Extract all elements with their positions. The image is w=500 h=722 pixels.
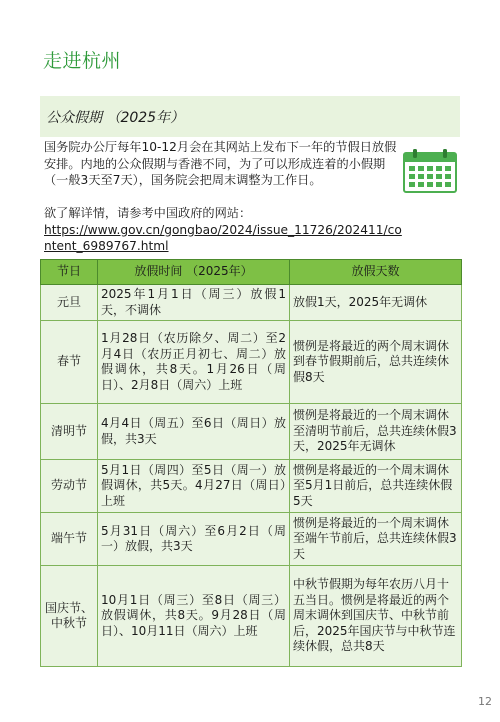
holiday-period: 4月4日（周五）至6日（周日）放假，共3天 [98,404,290,460]
holiday-period: 2025年1月1日（周三）放假1天，不调休 [98,285,290,321]
holiday-period: 5月31日（周六）至6月2日（周一）放假，共3天 [98,513,290,566]
holiday-days: 惯例是将最近的一个周末调休至清明节前后，总共连续休假3天，2025年无调休 [290,404,462,460]
holiday-days: 中秋节假期为每年农历八月十五当日。惯例是将最近的两个周末调休到国庆节、中秋节前后，2025年国庆节与中秋节连续休假，总共8天 [290,566,462,667]
table-row [41,321,462,404]
holiday-table [40,259,462,667]
header-holiday: 节日 [41,260,98,285]
header-days: 放假天数 [290,260,462,285]
page-title: 走进杭州 [43,50,122,72]
holiday-period: 1月28日（农历除夕、周二）至2月4日（农历正月初七、周二）放假调休，共8天。1月26日（周日）、2月8日（周六）上班 [98,321,290,404]
table-row [41,285,462,321]
header-period: 放假时间 （2025年） [98,260,290,285]
table-row [41,460,462,513]
reference-block [44,205,404,255]
link-prompt: 欲了解详情，请参考中国政府的网站： [44,206,252,220]
holiday-name: 清明节 [41,404,98,460]
holiday-days: 放假1天，2025年无调休 [290,285,462,321]
holiday-period: 5月1日（周四）至5日（周一）放假调休，共5天。4月27日（周日）上班 [98,460,290,513]
table-row [41,513,462,566]
table-header-row [41,260,462,285]
holiday-name: 端午节 [41,513,98,566]
holiday-name: 元旦 [41,285,98,321]
page-number: 12 [478,695,492,708]
holiday-name: 国庆节、中秋节 [41,566,98,667]
intro-paragraph: 国务院办公厅每年10-12月会在其网站上发布下一年的节假日放假安排。内地的公众假期与香港不同，为了可以形成连着的小假期（一般3天至7天），国务院会把周末调整为工作日。 [44,140,397,187]
section-title: 公众假期 （2025年） [46,110,185,126]
gov-website-link[interactable]: https://www.gov.cn/gongbao/2024/issue_11726/202411/content_6989767.html [44,222,402,253]
holiday-name: 春节 [41,321,98,404]
holiday-days: 惯例是将最近的一个周末调休至5月1日前后，总共连续休假5天 [290,460,462,513]
table-row [41,566,462,667]
holiday-name: 劳动节 [41,460,98,513]
holiday-days: 惯例是将最近的一个周末调休至端午节前后，总共连续休假3天 [290,513,462,566]
table-row [41,404,462,460]
holiday-period: 10月1日（周三）至8日（周三）放假调休，共8天。9月28日（周日）、10月11日（周六）上班 [98,566,290,667]
calendar-icon [402,148,458,194]
holiday-days: 惯例是将最近的两个周末调休到春节假期前后，总共连续休假8天 [290,321,462,404]
